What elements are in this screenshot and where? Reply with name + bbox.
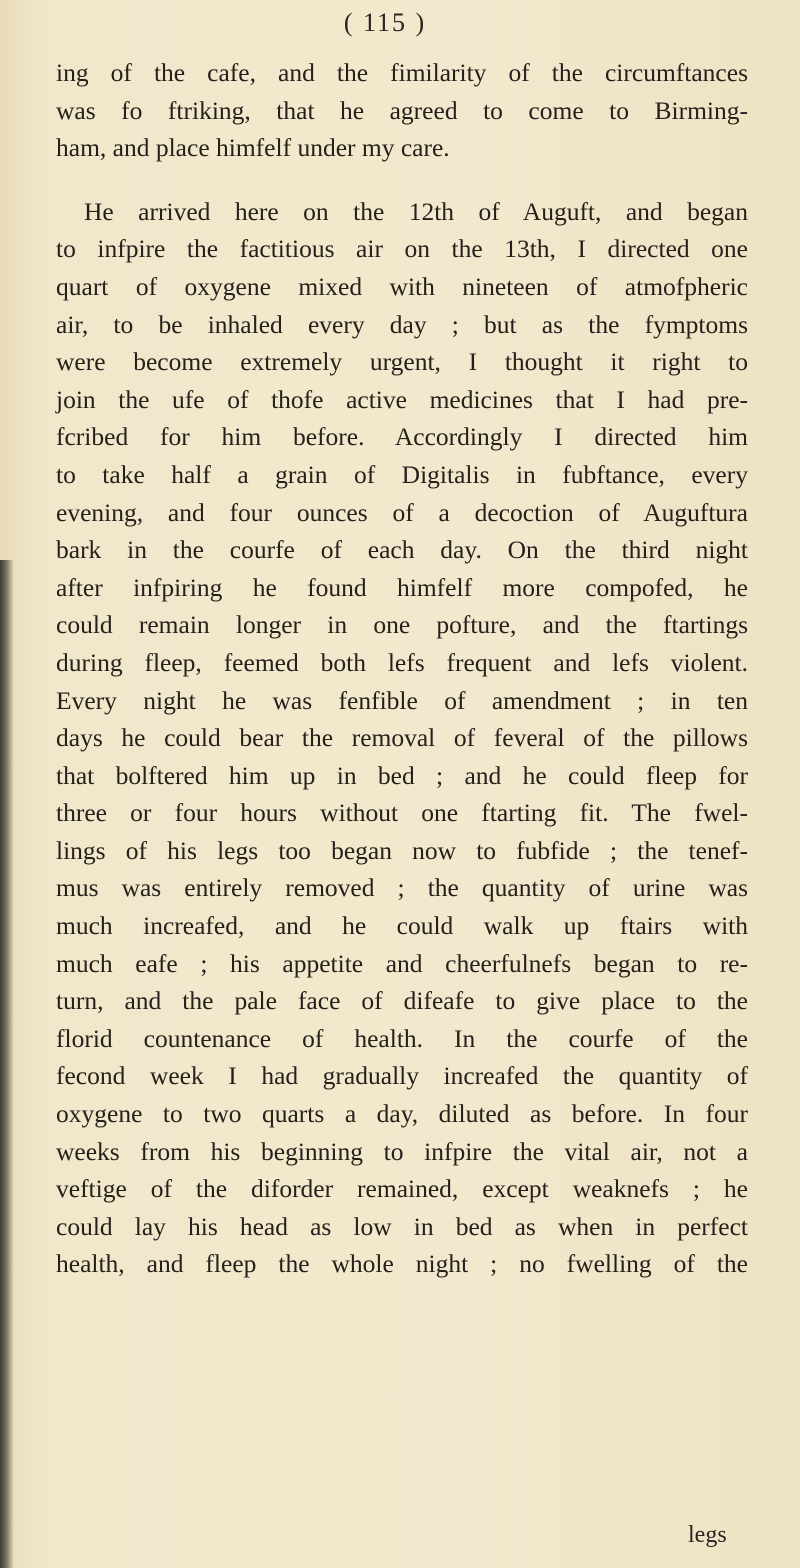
page-number: ( 115 ): [343, 8, 427, 37]
text-line: days he could bear the removal of feveral of the pillows: [56, 723, 748, 753]
text-line: to take half a grain of Digitalis in fubftance, every: [56, 459, 748, 489]
paragraph-gap: [56, 167, 748, 193]
text-line: weeks from his beginning to infpire the vital air, not a: [56, 1136, 748, 1166]
text-line: Every night he was fenfible of amendment ; in ten: [56, 685, 748, 715]
text-line: ing of the cafe, and the fimilarity of the circumftances: [56, 58, 748, 87]
text-line: mus was entirely removed ; the quantity of urine was: [56, 873, 748, 903]
page-edge-shadow: [0, 560, 14, 1568]
text-line: after infpiring he found himfelf more compofed, he: [56, 572, 748, 602]
text-line: ham, and place himfelf under my care.: [56, 133, 450, 163]
text-line: much increafed, and he could walk up ftairs with: [56, 911, 748, 941]
text-line: quart of oxygene mixed with nineteen of atmofpheric: [56, 271, 748, 301]
text-line: could remain longer in one pofture, and the ftartings: [56, 610, 748, 640]
text-line: could lay his head as low in bed as when in perfect: [56, 1211, 748, 1241]
text-line: turn, and the pale face of difeafe to give place to the: [56, 986, 748, 1016]
text-line: was fo ftriking, that he agreed to come to Birming-: [56, 95, 748, 125]
text-line: join the ufe of thofe active medicines that I had pre-: [56, 384, 748, 414]
text-line: during fleep, feemed both lefs frequent and lefs violent.: [56, 647, 748, 677]
body-text: [56, 54, 748, 1283]
text-line: florid countenance of health. In the courfe of the: [56, 1023, 748, 1053]
text-line: bark in the courfe of each day. On the third night: [56, 535, 748, 565]
text-line: oxygene to two quarts a day, diluted as before. In four: [56, 1099, 748, 1129]
text-line: evening, and four ounces of a decoction of Auguftura: [56, 497, 748, 527]
text-line: much eafe ; his appetite and cheerfulnefs began to re-: [56, 948, 748, 978]
text-line: veftige of the diforder remained, except weaknefs ; he: [56, 1174, 748, 1204]
text-line: that bolftered him up in bed ; and he could fleep for: [56, 760, 748, 790]
text-line: lings of his legs too began now to fubfide ; the tenef-: [56, 835, 748, 865]
text-line: to infpire the factitious air on the 13th, I directed one: [56, 234, 748, 264]
text-line: were become extremely urgent, I thought it right to: [56, 347, 748, 377]
text-line: air, to be inhaled every day ; but as the fymptoms: [56, 309, 748, 339]
text-line: fecond week I had gradually increafed the quantity of: [56, 1061, 748, 1091]
text-line: fcribed for him before. Accordingly I directed him: [56, 422, 748, 452]
text-line: three or four hours without one ftarting fit. The fwel-: [56, 798, 748, 828]
text-line: He arrived here on the 12th of Auguft, and began: [84, 196, 748, 226]
catchword: legs: [688, 1522, 727, 1548]
text-line: health, and fleep the whole night ; no fwelling of the: [56, 1249, 748, 1279]
